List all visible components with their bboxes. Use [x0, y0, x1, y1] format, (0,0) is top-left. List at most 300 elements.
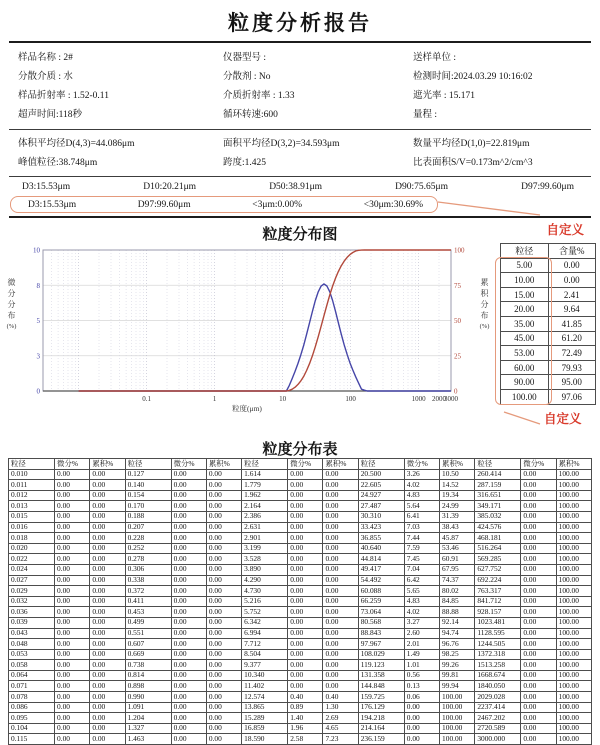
table-row [9, 554, 592, 565]
table-cell: 100.00 [556, 617, 591, 628]
table-cell: 27.487 [358, 501, 404, 512]
table-cell: 0.00 [206, 596, 241, 607]
table-cell: 0.086 [9, 702, 55, 713]
custom-values-section [0, 196, 600, 216]
table-cell: 100.00 [556, 543, 591, 554]
table-cell: 99.94 [440, 681, 475, 692]
table-cell: 0.00 [171, 692, 206, 703]
table-cell: 0.039 [9, 617, 55, 628]
svg-text:1000: 1000 [411, 395, 426, 403]
table-cell: 0.00 [55, 713, 90, 724]
table-cell: 1.49 [404, 649, 439, 660]
table-cell: 45.00 [501, 331, 549, 346]
table-cell: 88.88 [440, 607, 475, 618]
svg-text:8: 8 [36, 281, 40, 290]
table-cell: 0.00 [55, 681, 90, 692]
table-cell: 0.00 [55, 596, 90, 607]
table-cell: 424.576 [475, 522, 521, 533]
table-cell: 100.00 [556, 639, 591, 650]
table-row [501, 287, 596, 302]
table-cell: 0.00 [55, 628, 90, 639]
table-cell: 0.00 [323, 617, 358, 628]
table-cell: 0.154 [125, 490, 171, 501]
table-cell: 0.669 [125, 649, 171, 660]
table-row [9, 670, 592, 681]
table-cell: 0.00 [521, 543, 556, 554]
table-cell: 0.607 [125, 639, 171, 650]
d-value: D3:15.53μm [22, 182, 71, 192]
table-cell: 5.64 [404, 501, 439, 512]
table-cell: 0.00 [288, 628, 323, 639]
table-cell: 100.00 [556, 501, 591, 512]
table-cell: 3000.000 [475, 734, 521, 745]
info-field: 介质折射率 : 1.33 [223, 91, 295, 101]
svg-text:0: 0 [36, 387, 40, 396]
table-cell: 0.00 [206, 511, 241, 522]
table-cell: 0.00 [171, 522, 206, 533]
table-cell: 11.402 [242, 681, 288, 692]
table-cell: 0.00 [521, 522, 556, 533]
table-cell: 0.00 [55, 554, 90, 565]
table-cell: 131.358 [358, 670, 404, 681]
table-cell: 0.010 [9, 469, 55, 480]
table-cell: 0.00 [206, 617, 241, 628]
info-field: 量程 : [413, 110, 438, 120]
table-row [9, 734, 592, 745]
table-cell: 0.170 [125, 501, 171, 512]
table-cell: 0.00 [323, 628, 358, 639]
table-cell: 100.00 [556, 490, 591, 501]
table-cell: 0.00 [323, 575, 358, 586]
svg-text:粒度(μm): 粒度(μm) [232, 404, 262, 413]
table-row [9, 649, 592, 660]
table-row [9, 575, 592, 586]
column-header: 微分% [288, 459, 323, 470]
table-cell: 4.02 [404, 480, 439, 491]
info-field: 送样单位 : [413, 53, 457, 63]
table-cell: 1372.318 [475, 649, 521, 660]
table-cell: 0.00 [55, 660, 90, 671]
sample-info-section [0, 43, 600, 129]
table-cell: 0.00 [288, 660, 323, 671]
table-cell: 88.843 [358, 628, 404, 639]
table-cell: 0.00 [288, 501, 323, 512]
table-cell: 6.41 [404, 511, 439, 522]
table-cell: 0.00 [90, 501, 125, 512]
table-cell: 0.228 [125, 533, 171, 544]
table-row [501, 346, 596, 361]
axis-label-char: 微 [7, 278, 16, 287]
table-cell: 2.631 [242, 522, 288, 533]
table-cell: 0.064 [9, 670, 55, 681]
table-cell: 0.00 [171, 575, 206, 586]
table-cell: 260.414 [475, 469, 521, 480]
custom-values-box [10, 196, 438, 213]
table-cell: 3.26 [404, 469, 439, 480]
table-cell: 516.264 [475, 543, 521, 554]
table-cell: 0.738 [125, 660, 171, 671]
table-cell: 0.00 [521, 501, 556, 512]
table-title-text: 粒度分布表 [262, 442, 338, 458]
table-cell: 100.00 [440, 713, 475, 724]
table-cell: 49.417 [358, 564, 404, 575]
table-cell: 0.00 [548, 258, 596, 273]
column-header: 累积% [440, 459, 475, 470]
table-cell: 0.00 [55, 543, 90, 554]
table-cell: 0.00 [521, 564, 556, 575]
table-cell: 84.85 [440, 596, 475, 607]
table-cell: 0.00 [55, 734, 90, 745]
table-header-row [9, 459, 592, 470]
table-cell: 0.00 [171, 469, 206, 480]
table-cell: 0.00 [90, 660, 125, 671]
table-cell: 100.00 [556, 649, 591, 660]
table-cell: 5.216 [242, 596, 288, 607]
table-cell: 0.00 [90, 670, 125, 681]
table-cell: 0.00 [206, 522, 241, 533]
column-header: 累积% [90, 459, 125, 470]
stat-field: 数量平均径D(1,0)=22.819μm [413, 139, 530, 149]
table-cell: 0.00 [55, 649, 90, 660]
table-cell: 0.00 [90, 480, 125, 491]
table-row [9, 543, 592, 554]
table-cell: 0.00 [323, 670, 358, 681]
table-cell: 0.00 [171, 596, 206, 607]
table-cell: 0.00 [90, 639, 125, 650]
column-header: 累积% [556, 459, 591, 470]
table-cell: 0.00 [206, 639, 241, 650]
table-cell: 0.00 [288, 543, 323, 554]
annotation-line [498, 411, 542, 427]
content-summary-panel [494, 243, 596, 433]
info-field: 循环转速:600 [223, 110, 278, 120]
info-field: 样品折射率 : 1.52-0.11 [18, 91, 109, 101]
table-cell: 7.45 [404, 554, 439, 565]
table-cell: 0.00 [288, 564, 323, 575]
table-cell: 44.814 [358, 554, 404, 565]
table-cell: 100.00 [556, 586, 591, 597]
column-header: 累积% [323, 459, 358, 470]
table-cell: 100.00 [440, 692, 475, 703]
table-cell: 316.651 [475, 490, 521, 501]
table-cell: 0.00 [521, 681, 556, 692]
svg-text:100: 100 [345, 395, 356, 403]
table-cell: 0.00 [55, 501, 90, 512]
svg-text:5: 5 [36, 317, 40, 325]
table-cell: 0.012 [9, 490, 55, 501]
table-cell: 1.463 [125, 734, 171, 745]
table-row [9, 490, 592, 501]
table-cell: 1840.050 [475, 681, 521, 692]
table-cell: 0.00 [206, 469, 241, 480]
table-row [501, 258, 596, 273]
table-cell: 100.00 [556, 533, 591, 544]
table-cell: 0.00 [323, 522, 358, 533]
axis-label-char: 分 [480, 300, 489, 309]
table-cell: 468.181 [475, 533, 521, 544]
table-cell: 0.00 [521, 628, 556, 639]
table-cell: 0.00 [521, 490, 556, 501]
table-cell: 7.44 [404, 533, 439, 544]
page-title: 粒度分析报告 [228, 11, 372, 35]
table-cell: 0.00 [521, 723, 556, 734]
column-header: 累积% [206, 459, 241, 470]
table-cell: 0.306 [125, 564, 171, 575]
table-cell: 0.071 [9, 681, 55, 692]
table-cell: 100.00 [440, 723, 475, 734]
d-value: D90:75.65μm [395, 182, 449, 192]
table-cell: 80.568 [358, 617, 404, 628]
distribution-table [8, 458, 592, 745]
chart-section-title [0, 218, 600, 241]
table-cell: 0.00 [90, 628, 125, 639]
table-cell: 349.171 [475, 501, 521, 512]
table-cell: 7.03 [404, 522, 439, 533]
table-cell: 0.00 [55, 575, 90, 586]
table-cell: 16.859 [242, 723, 288, 734]
table-row [501, 316, 596, 331]
table-cell: 1.962 [242, 490, 288, 501]
table-cell: 0.00 [288, 490, 323, 501]
svg-text:0: 0 [454, 387, 458, 396]
table-cell: 0.00 [90, 533, 125, 544]
table-cell: 66.259 [358, 596, 404, 607]
table-cell: 90.00 [501, 375, 549, 390]
table-row [9, 681, 592, 692]
table-cell: 1.779 [242, 480, 288, 491]
table-cell: 0.00 [90, 586, 125, 597]
axis-label-char: 布 [480, 311, 489, 320]
table-cell: 0.06 [404, 692, 439, 703]
table-cell: 100.00 [556, 660, 591, 671]
table-cell: 0.00 [55, 692, 90, 703]
table-cell: 0.00 [206, 533, 241, 544]
table-cell: 0.278 [125, 554, 171, 565]
d-value: D50:38.91μm [269, 182, 323, 192]
svg-text:1: 1 [212, 395, 217, 403]
table-cell: 2237.414 [475, 702, 521, 713]
table-cell: 928.157 [475, 607, 521, 618]
table-cell: 100.00 [556, 734, 591, 745]
info-field: 分散介质 : 水 [18, 72, 73, 82]
table-cell: 3.890 [242, 564, 288, 575]
table-cell: 0.00 [55, 723, 90, 734]
table-cell: 0.00 [206, 670, 241, 681]
table-cell: 96.76 [440, 639, 475, 650]
column-header: 微分% [171, 459, 206, 470]
table-cell: 0.00 [404, 713, 439, 724]
table-cell: 100.00 [440, 734, 475, 745]
table-cell: 0.00 [90, 734, 125, 745]
table-cell: 0.00 [323, 511, 358, 522]
table-cell: 33.423 [358, 522, 404, 533]
table-cell: 1023.481 [475, 617, 521, 628]
table-cell: 0.00 [206, 692, 241, 703]
distribution-chart [17, 243, 479, 427]
table-cell: 19.34 [440, 490, 475, 501]
table-row [9, 564, 592, 575]
table-cell: 0.00 [171, 734, 206, 745]
table-cell: 97.06 [548, 389, 596, 404]
table-cell: 194.218 [358, 713, 404, 724]
table-cell: 0.015 [9, 511, 55, 522]
table-cell: 0.00 [90, 522, 125, 533]
content-table [500, 243, 596, 405]
table-cell: 0.00 [55, 533, 90, 544]
table-cell: 0.00 [404, 723, 439, 734]
table-cell: 7.04 [404, 564, 439, 575]
table-cell: 0.00 [55, 702, 90, 713]
info-field: 检测时间:2024.03.29 10:16:02 [413, 72, 533, 82]
table-cell: 0.00 [288, 639, 323, 650]
table-cell: 692.224 [475, 575, 521, 586]
table-cell: 22.605 [358, 480, 404, 491]
table-cell: 0.00 [323, 649, 358, 660]
table-cell: 40.640 [358, 543, 404, 554]
table-cell: 2.69 [323, 713, 358, 724]
table-row [9, 596, 592, 607]
table-cell: 99.26 [440, 660, 475, 671]
table-cell: 67.95 [440, 564, 475, 575]
table-cell: 0.020 [9, 543, 55, 554]
table-cell: 0.00 [90, 554, 125, 565]
svg-text:75: 75 [454, 281, 461, 290]
table-cell: 3.199 [242, 543, 288, 554]
table-cell: 4.65 [323, 723, 358, 734]
table-cell: 0.024 [9, 564, 55, 575]
column-header: 微分% [521, 459, 556, 470]
table-cell: 0.00 [521, 607, 556, 618]
table-cell: 10.00 [501, 273, 549, 288]
table-cell: 0.00 [323, 554, 358, 565]
table-cell: 0.00 [171, 501, 206, 512]
table-cell: 0.00 [323, 586, 358, 597]
table-cell: 0.00 [171, 586, 206, 597]
table-cell: 73.064 [358, 607, 404, 618]
table-cell: 0.40 [288, 692, 323, 703]
table-cell: 0.00 [521, 617, 556, 628]
table-cell: 0.00 [55, 617, 90, 628]
table-cell: 627.752 [475, 564, 521, 575]
svg-text:25: 25 [454, 352, 461, 361]
axis-label-char: 布 [7, 311, 16, 320]
table-cell: 24.99 [440, 501, 475, 512]
table-cell: 159.725 [358, 692, 404, 703]
table-cell: 1668.674 [475, 670, 521, 681]
table-cell: 0.016 [9, 522, 55, 533]
table-cell: 1513.258 [475, 660, 521, 671]
table-cell: 0.00 [323, 681, 358, 692]
table-cell: 0.372 [125, 586, 171, 597]
table-cell: 100.00 [556, 628, 591, 639]
table-cell: 100.00 [556, 511, 591, 522]
table-cell: 0.00 [171, 554, 206, 565]
table-cell: 0.00 [206, 575, 241, 586]
table-cell: 0.499 [125, 617, 171, 628]
table-cell: 0.048 [9, 639, 55, 650]
table-cell: 79.93 [548, 360, 596, 375]
table-cell: 1.40 [288, 713, 323, 724]
table-cell: 0.00 [521, 533, 556, 544]
table-cell: 0.00 [521, 660, 556, 671]
column-header: 粒径 [501, 244, 549, 259]
table-cell: 74.37 [440, 575, 475, 586]
table-cell: 6.994 [242, 628, 288, 639]
chart-title-text: 粒度分布图 [262, 227, 338, 243]
table-cell: 0.00 [288, 469, 323, 480]
stat-field: 峰值粒径:38.748μm [18, 158, 98, 168]
table-cell: 94.74 [440, 628, 475, 639]
stat-field: 跨度:1.425 [223, 158, 267, 168]
table-cell: 100.00 [556, 723, 591, 734]
table-cell: 0.032 [9, 596, 55, 607]
table-cell: 0.00 [90, 469, 125, 480]
axis-label-char: 分 [7, 289, 16, 298]
table-cell: 0.013 [9, 501, 55, 512]
table-cell: 0.00 [90, 723, 125, 734]
axis-label-char: 累 [480, 278, 489, 287]
table-cell: 0.00 [323, 543, 358, 554]
table-cell: 0.00 [55, 670, 90, 681]
table-row [9, 702, 592, 713]
table-cell: 0.00 [206, 480, 241, 491]
table-cell: 1128.595 [475, 628, 521, 639]
table-cell: 0.00 [90, 702, 125, 713]
svg-text:10: 10 [279, 395, 287, 403]
table-row [9, 586, 592, 597]
table-cell: 0.029 [9, 586, 55, 597]
table-cell: 5.752 [242, 607, 288, 618]
table-cell: 0.00 [521, 649, 556, 660]
table-cell: 0.00 [323, 490, 358, 501]
table-row [501, 375, 596, 390]
table-cell: 7.23 [323, 734, 358, 745]
table-cell: 0.00 [90, 575, 125, 586]
table-row [501, 331, 596, 346]
table-cell: 0.036 [9, 607, 55, 618]
table-cell: 0.411 [125, 596, 171, 607]
table-cell: 0.00 [521, 596, 556, 607]
table-cell: 2.58 [288, 734, 323, 745]
table-cell: 0.00 [171, 490, 206, 501]
custom-value: D3:15.53μm [28, 199, 77, 210]
table-row [501, 389, 596, 404]
custom-value: <3μm:0.00% [252, 199, 303, 210]
table-row [9, 617, 592, 628]
table-cell: 0.40 [323, 692, 358, 703]
table-cell: 0.00 [206, 586, 241, 597]
table-cell: 3.528 [242, 554, 288, 565]
table-row [9, 692, 592, 703]
table-cell: 0.00 [521, 469, 556, 480]
table-cell: 0.00 [521, 639, 556, 650]
table-cell: 0.188 [125, 511, 171, 522]
table-row [9, 501, 592, 512]
table-cell: 0.011 [9, 480, 55, 491]
table-cell: 0.00 [404, 734, 439, 745]
table-cell: 0.00 [171, 649, 206, 660]
table-cell: 0.551 [125, 628, 171, 639]
table-cell: 0.00 [206, 649, 241, 660]
table-cell: 0.00 [288, 522, 323, 533]
table-cell: 0.13 [404, 681, 439, 692]
table-row [9, 628, 592, 639]
table-row [9, 723, 592, 734]
table-cell: 2720.589 [475, 723, 521, 734]
axis-label-char: (%) [6, 323, 17, 330]
table-cell: 0.00 [288, 533, 323, 544]
table-cell: 0.00 [90, 543, 125, 554]
